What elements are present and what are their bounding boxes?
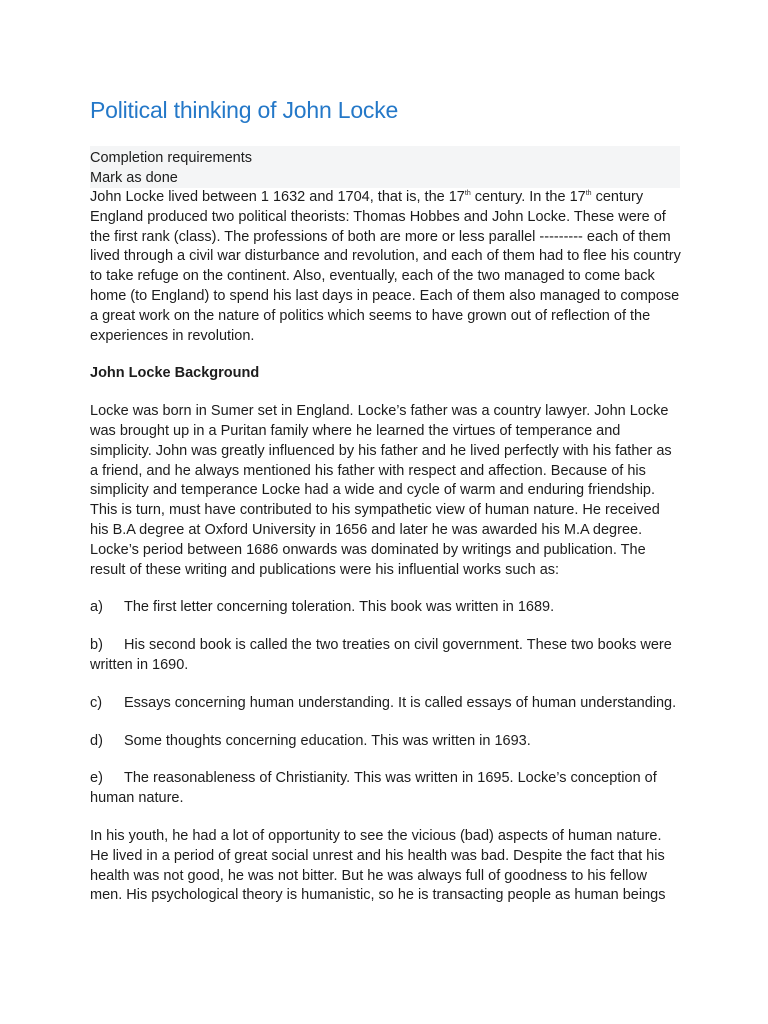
list-item-text: The first letter concerning toleration. This book was written in 1689. bbox=[124, 599, 555, 616]
list-item bbox=[90, 769, 682, 809]
list-item bbox=[90, 694, 682, 714]
list-item bbox=[90, 598, 682, 618]
list-item-text: His second book is called the two treaties on civil government. These two books were written in 1690. bbox=[90, 637, 672, 673]
list-marker: b) bbox=[90, 637, 103, 654]
list-marker: d) bbox=[90, 732, 103, 749]
list-item bbox=[90, 732, 682, 752]
superscript-th: th bbox=[585, 190, 592, 197]
superscript-th: th bbox=[464, 190, 471, 197]
completion-requirements-box bbox=[90, 146, 680, 188]
list-marker: a) bbox=[90, 599, 103, 616]
list-marker: e) bbox=[90, 770, 103, 787]
completion-requirements-label: Completion requirements bbox=[90, 150, 252, 166]
list-marker: c) bbox=[90, 694, 103, 711]
list-item-text: Essays concerning human understanding. It is called essays of human understanding. bbox=[124, 694, 677, 711]
mark-as-done-label[interactable]: Mark as done bbox=[90, 170, 178, 186]
intro-paragraph bbox=[90, 188, 682, 346]
section-heading: John Locke Background bbox=[90, 365, 260, 382]
list-item bbox=[90, 636, 682, 676]
intro-text-3: century England produced two political theorists: Thomas Hobbes and John Locke. These were of the first rank (class). The professions of both are more or less parallel --------- each of them lived through a civil war disturbance and revolution, and each of them had to flee his country to take refuge on the continent. Also, eventually, each of the two managed to come back home (to England) to spend his last days in peace. Each of them also managed to compose a great work on the nature of politics which seems to have grown out of reflection of the experiences in revolution. bbox=[90, 189, 681, 344]
youth-paragraph: In his youth, he had a lot of opportunity to see the vicious (bad) aspects of human nature. He lived in a period of great social unrest and his health was bad. Despite the fact that his health was not good, he was not bitter. But he was always full of goodness to his fellow men. His psychological theory is humanistic, so he is transacting people as human beings bbox=[90, 827, 666, 904]
background-paragraph: Locke was born in Sumer set in England. Locke’s father was a country lawyer. John Locke was brought up in a Puritan family where he learned the virtues of temperance and simplicity. John was greatly influenced by his father and he lived perfectly with his father as a friend, and he always mentioned his father with respect and affection. Because of his simplicity and temperance Locke had a wide and cycle of warm and enduring friendship. This is turn, must have contributed to his sympathetic view of human nature. He received his B.A degree at Oxford University in 1656 and later he was awarded his M.A degree. Locke’s period between 1686 onwards was dominated by writings and publication. The result of these writing and publications were his influential works such as: bbox=[90, 403, 672, 578]
intro-text-1: John Locke lived between 1 1632 and 1704, that is, the 17 bbox=[90, 189, 465, 205]
list-item-text: Some thoughts concerning education. This was written in 1693. bbox=[124, 732, 531, 749]
page-title: Political thinking of John Locke bbox=[90, 97, 399, 123]
content-body bbox=[90, 188, 682, 906]
intro-text-2: century. In the 17 bbox=[470, 189, 586, 205]
list-item-text: The reasonableness of Christianity. This was written in 1695. Locke’s conception of human nature. bbox=[90, 770, 657, 807]
